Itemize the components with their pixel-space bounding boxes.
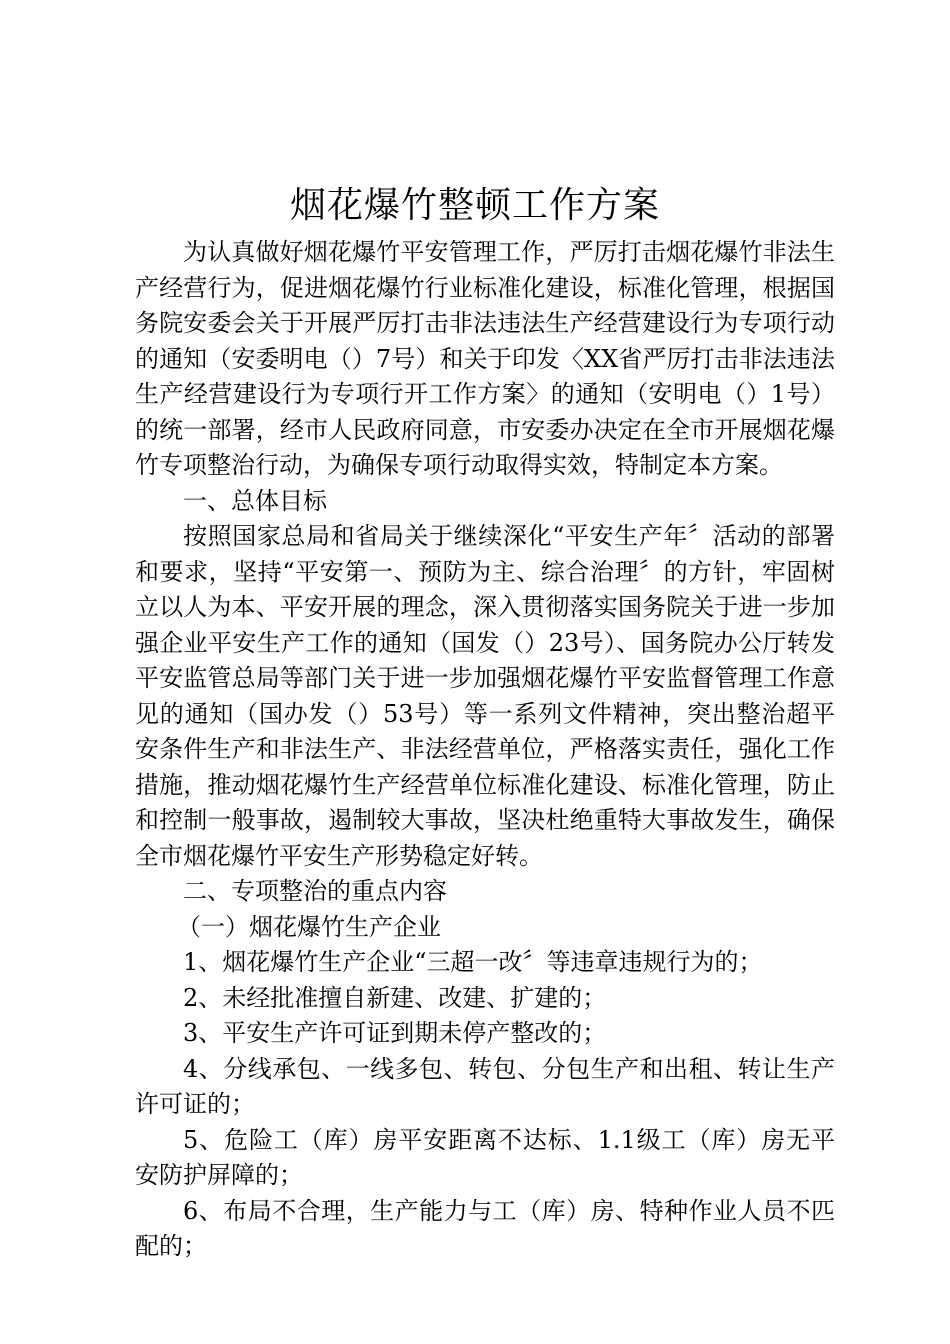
subsection-heading-1: （一）烟花爆竹生产企业: [177, 912, 441, 941]
list-item: 4、分线承包、一线多包、转包、分包生产和出租、转让生产许可证的；: [135, 1054, 835, 1118]
intro-paragraph: 为认真做好烟花爆竹平安管理工作，严厉打击烟花爆竹非法生产经营行为，促进烟花爆竹行业标准化建设，标准化管理，根据国务院安委会关于开展严厉打击非法违法生产经营建设行为专项行动的通知（安委明电（）7号）和关于印发〈XX省严厉打击非法违法生产经营建设行为专项行开工作方案〉的通知（安明电（）1号）的统一部署，经市人民政府同意，市安委办决定在全市开展烟花爆竹专项整治行动，为确保专项行动取得实效，特制定本方案。: [135, 238, 835, 479]
goal-paragraph: 按照国家总局和省局关于继续深化“平安生产年〞活动的部署和要求，坚持“平安第一、预防为主、综合治理〞的方针，牢固树立以人为本、平安开展的理念，深入贯彻落实国务院关于进一步加强企业平安生产工作的通知（国发（）23号）、国务院办公厅转发平安监管总局等部门关于进一步加强烟花爆竹平安监督管理工作意见的通知（国办发（）53号）等一系列文件精神，突出整治超平安条件生产和非法生产、非法经营单位，严格落实责任，强化工作措施，推动烟花爆竹生产经营单位标准化建设、标准化管理，防止和控制一般事故，遏制较大事故，坚决杜绝重特大事故发生，确保全市烟花爆竹平安生产形势稳定好转。: [135, 522, 835, 870]
section-heading-2: 二、专项整治的重点内容: [183, 877, 447, 905]
list-item: 1、烟花爆竹生产企业“三超一改〞等违章违规行为的；: [183, 948, 763, 976]
list-item: 3、平安生产许可证到期未停产整改的；: [183, 1019, 607, 1047]
section-heading-1: 一、总体目标: [183, 486, 327, 515]
document-title: 烟花爆竹整顿工作方案: [289, 185, 660, 226]
list-item: 5、危险工（库）房平安距离不达标、1.1级工（库）房无平安防护屏障的；: [135, 1125, 835, 1189]
document-body: [135, 235, 835, 1265]
list-item: 2、未经批准擅自新建、改建、扩建的；: [183, 983, 607, 1012]
list-item: 6、布局不合理，生产能力与工（库）房、特种作业人员不匹配的；: [135, 1196, 835, 1260]
